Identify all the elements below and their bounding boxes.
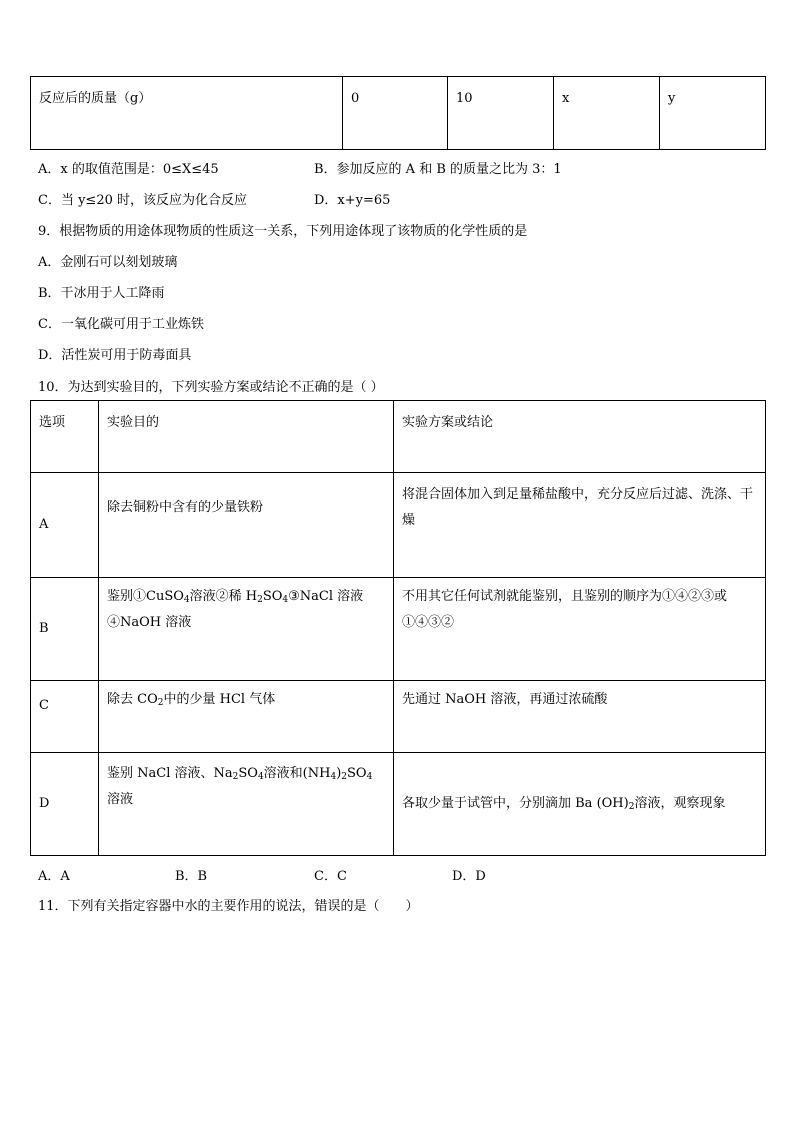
- mass-value-a: 0: [343, 77, 448, 150]
- q9-option-d: D．活性炭可用于防毒面具: [38, 348, 192, 363]
- mass-table: [30, 76, 766, 150]
- q10-option-b: B．B: [175, 869, 208, 884]
- q9-stem: 9．根据物质的用途体现物质的性质这一关系，下列用途体现了该物质的化学性质的是: [38, 224, 528, 239]
- row-a-label: A: [31, 473, 99, 578]
- q11-stem: 11．下列有关指定容器中水的主要作用的说法，错误的是（ ）: [38, 899, 419, 914]
- row-c-goal: 除去 $CO_2$中的少量 HCl 气体: [99, 681, 394, 753]
- row-a-plan: 将混合固体加入到足量稀盐酸中，充分反应后过滤、洗涤、干燥: [394, 473, 766, 578]
- header-option: 选项: [31, 401, 99, 473]
- row-d-label: D: [31, 753, 99, 856]
- q9-option-b: B．干冰用于人工降雨: [38, 286, 165, 301]
- q8-option-a: A．x 的取值范围是：0≤X≤45: [38, 162, 219, 177]
- header-plan: 实验方案或结论: [394, 401, 766, 473]
- q10-option-d: D．D: [452, 869, 486, 884]
- row-c-label: C: [31, 681, 99, 753]
- q10-option-c: C．C: [314, 869, 347, 884]
- experiment-table: [30, 400, 766, 856]
- row-b-label: B: [31, 578, 99, 681]
- row-b-plan: 不用其它任何试剂就能鉴别，且鉴别的顺序为①④②③或①④③②: [394, 578, 766, 681]
- q10-option-a: A．A: [38, 869, 70, 884]
- row-d-plan: 各取少量于试管中，分别滴加 Ba $(OH)_2$溶液，观察现象: [394, 753, 766, 856]
- q8-option-c: C．当 y≤20 时，该反应为化合反应: [38, 193, 247, 208]
- mass-value-d: y: [660, 77, 766, 150]
- q10-stem: 10．为达到实验目的，下列实验方案或结论不正确的是（ ）: [38, 380, 384, 395]
- q9-option-a: A．金刚石可以刻划玻璃: [38, 255, 178, 270]
- mass-after-label: 反应后的质量（g）: [31, 77, 343, 150]
- row-a-goal: 除去铜粉中含有的少量铁粉: [99, 473, 394, 578]
- row-b-goal: 鉴别①CuSO$_4$溶液②稀 $H_2SO_4③NaCl$ 溶液④NaOH 溶液: [99, 578, 394, 681]
- header-goal: 实验目的: [99, 401, 394, 473]
- q8-option-b: B．参加反应的 A 和 B 的质量之比为 3：1: [314, 162, 562, 177]
- row-d-goal: 鉴别 NaCl 溶液、$Na_2SO_4$溶液和$(NH_4)_2SO_4$溶液: [99, 753, 394, 856]
- q9-option-c: C．一氧化碳可用于工业炼铁: [38, 317, 204, 332]
- mass-value-b: 10: [448, 77, 554, 150]
- q8-option-d: D．x+y=65: [314, 193, 391, 208]
- row-c-plan: 先通过 NaOH 溶液，再通过浓硫酸: [394, 681, 766, 753]
- mass-value-c: x: [554, 77, 660, 150]
